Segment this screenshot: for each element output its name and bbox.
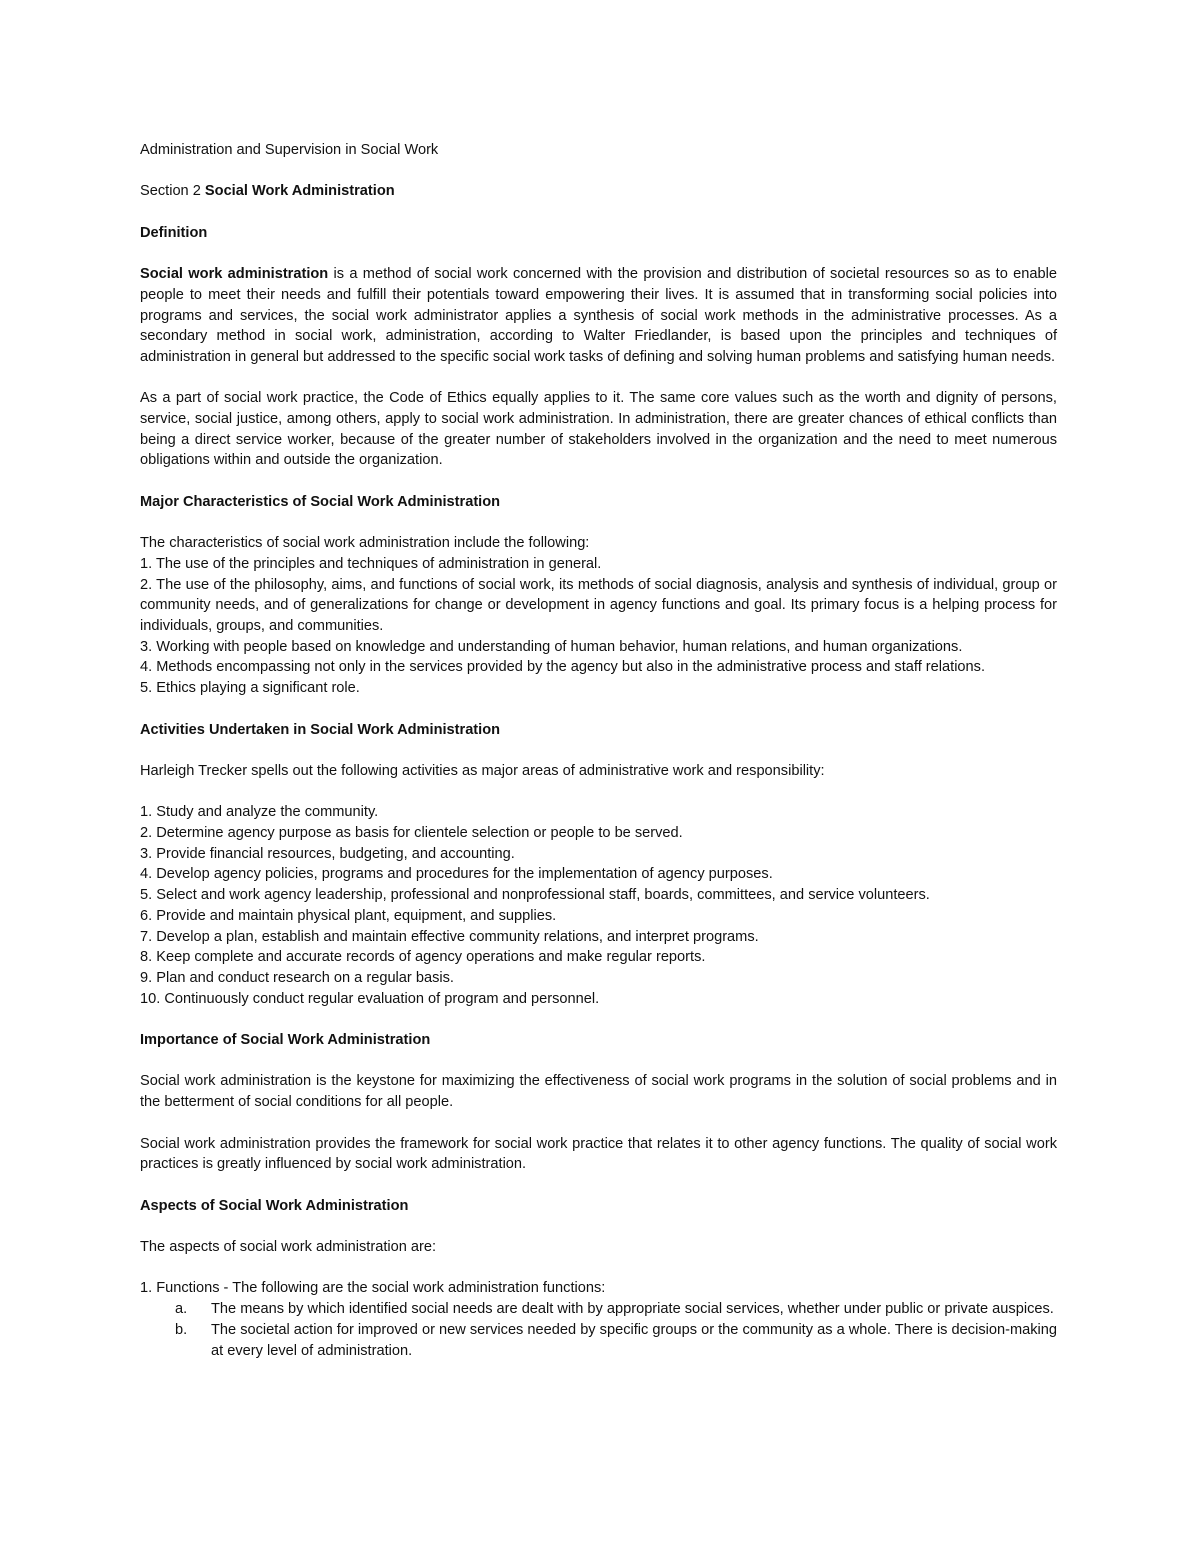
aspects-subitem [140,1320,1057,1361]
document-title: Administration and Supervision in Social Work [140,142,439,158]
activities-item: 4. Develop agency policies, programs and procedures for the implementation of agency purposes. [140,866,773,883]
activities-item: 1. Study and analyze the community. [140,804,379,821]
activities-item: 5. Select and work agency leadership, professional and nonprofessional staff, boards, committees, and service volunteers. [140,887,930,904]
aspects-subitem [140,1299,1057,1320]
activities-intro: Harleigh Trecker spells out the following activities as major areas of administrative work and responsibility: [140,762,825,779]
subitem-marker: a. [175,1301,188,1318]
activities-item: 9. Plan and conduct research on a regular basis. [140,969,454,986]
section-title: Social Work Administration [204,183,395,200]
activities-item: 2. Determine agency purpose as basis for clientele selection or people to be served. [140,825,683,842]
subitem-text: The societal action for improved or new services needed by specific groups or the community as a whole. There is decision-making at every level of administration. [211,1321,1057,1359]
aspects-intro: The aspects of social work administration are: [140,1239,437,1256]
characteristics-item: 1. The use of the principles and techniques of administration in general. [140,555,602,572]
activities-heading: Activities Undertaken in Social Work Administration [140,721,501,738]
section-prefix: Section 2 [140,183,201,200]
activities-item: 7. Develop a plan, establish and maintain effective community relations, and interpret programs. [140,928,759,945]
importance-heading: Importance of Social Work Administration [140,1032,431,1049]
characteristics-item: 2. The use of the philosophy, aims, and functions of social work, its methods of social diagnosis, analysis and synthesis of individual, group or community needs, and of generalizations for change or development in agency functions and goal. Its primary focus is a helping process for individuals, groups, and communities. [140,576,1057,635]
importance-paragraph-2: Social work administration provides the framework for social work practice that relates it to other agency functions. The quality of social work practices is greatly influenced by social work administration. [140,1135,1057,1173]
characteristics-heading: Major Characteristics of Social Work Administration [140,493,501,510]
characteristics-item: 3. Working with people based on knowledge and understanding of human behavior, human relations, and human organizations. [140,638,963,655]
subitem-marker: b. [175,1321,188,1338]
section-heading [140,181,1057,202]
definition-paragraph-2: As a part of social work practice, the Code of Ethics equally applies to it. The same core values such as the worth and dignity of persons, service, social justice, among others, apply to social work administration. In administration, there are greater chances of ethical conflicts than being a direct service worker, because of the greater number of stakeholders involved in the organization and the need to meet numerous obligations within and outside the organization. [140,390,1057,469]
definition-heading: Definition [140,224,208,241]
definition-paragraph-1 [140,264,1057,368]
definition-paragraph-1-text: is a method of social work concerned with the provision and distribution of societal resources so as to enable people to meet their needs and fulfill their potentials toward empowering their lives. It is assumed that in transforming social policies into programs and services, the social work administrator applies a synthesis of social work methods in the administrative processes. As a secondary method in social work, administration, according to Walter Friedlander, is based upon the principles and techniques of administration in general but addressed to the specific social work tasks of defining and solving human problems and satisfying human needs. [140,266,1057,365]
importance-paragraph-1: Social work administration is the keystone for maximizing the effectiveness of social work programs in the solution of social problems and in the betterment of social conditions for all people. [140,1073,1057,1111]
activities-item: 6. Provide and maintain physical plant, equipment, and supplies. [140,907,557,924]
characteristics-item: 5. Ethics playing a significant role. [140,680,360,697]
characteristics-intro: The characteristics of social work administration include the following: [140,535,590,552]
activities-item: 10. Continuously conduct regular evaluation of program and personnel. [140,990,600,1007]
definition-lead-term: Social work administration [140,266,329,283]
activities-item: 8. Keep complete and accurate records of agency operations and make regular reports. [140,949,706,966]
activities-item: 3. Provide financial resources, budgeting, and accounting. [140,845,515,862]
aspects-heading: Aspects of Social Work Administration [140,1197,409,1214]
aspects-item-functions: 1. Functions - The following are the social work administration functions: [140,1280,606,1297]
characteristics-item: 4. Methods encompassing not only in the services provided by the agency but also in the administrative process and staff relations. [140,659,986,676]
subitem-text: The means by which identified social needs are dealt with by appropriate social services, whether under public or private auspices. [211,1301,1054,1318]
